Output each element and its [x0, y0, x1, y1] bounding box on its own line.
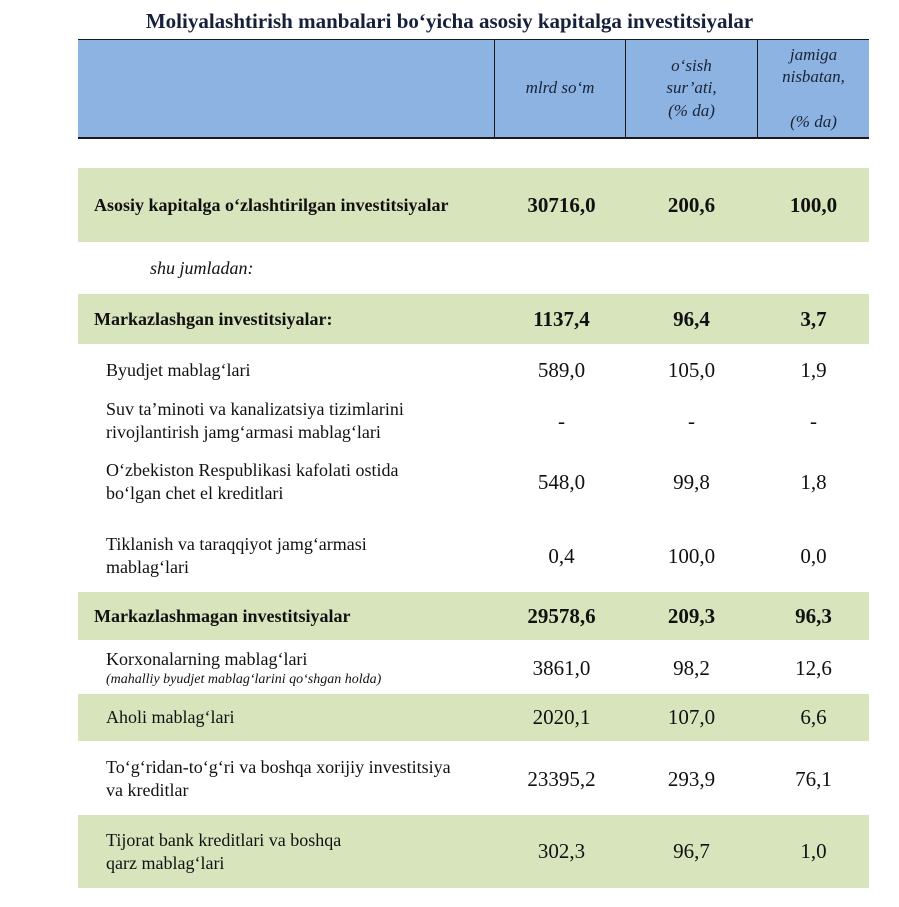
cell-amount: 589,0: [537, 357, 586, 382]
row-label: shu jumladan:: [150, 257, 254, 278]
cell-share: 3,7: [800, 306, 827, 331]
table-row: [78, 396, 869, 446]
table-row: [78, 815, 869, 888]
cell-share: 1,9: [800, 357, 827, 382]
row-label: Suv ta’minoti va kanalizatsiya tizimlarini rivojlantirish jamg‘armasi mablag‘lari: [106, 399, 404, 442]
header-col-amount: mlrd so‘m: [525, 78, 595, 98]
cell-amount: 0,4: [548, 543, 575, 568]
cell-growth: 100,0: [667, 543, 716, 568]
cell-share: 100,0: [789, 192, 838, 217]
cell-growth: 200,6: [667, 192, 716, 217]
cell-share: 1,0: [800, 839, 827, 863]
cell-share: 6,6: [800, 705, 827, 729]
cell-amount: 2020,1: [532, 705, 591, 729]
cell-amount: 30716,0: [527, 192, 596, 217]
table-row: [78, 350, 869, 390]
cell-growth: 293,9: [667, 766, 716, 791]
table-row-decentralized: [78, 592, 869, 640]
table-row: [78, 644, 869, 692]
header-col-growth: o‘sish sur’ati, (% da): [666, 56, 717, 120]
table-row: [78, 749, 869, 809]
table-row: [78, 456, 869, 508]
table-title: Moliyalashtirish manbalari bo‘yicha asosiy kapitalga investitsiyalar: [145, 9, 754, 33]
cell-share: 0,0: [800, 543, 827, 568]
cell-share: 76,1: [795, 766, 832, 791]
table-row-total: [78, 168, 869, 242]
cell-growth: 98,2: [673, 655, 710, 680]
cell-amount: 3861,0: [532, 655, 591, 680]
table-header: [78, 39, 869, 139]
row-label: To‘g‘ridan-to‘g‘ri va boshqa xorijiy investitsiya va kreditlar: [106, 757, 451, 800]
row-label: Tijorat bank kreditlari va boshqa qarz mablag‘lari: [106, 829, 342, 873]
cell-growth: 96,7: [673, 839, 710, 863]
cell-share: 1,8: [800, 469, 827, 494]
cell-amount: 29578,6: [527, 603, 596, 628]
cell-amount: 1137,4: [533, 306, 590, 331]
row-label: Korxonalarning mablag‘lari (mahalliy byudjet mablag‘larini qo‘shgan holda): [106, 649, 382, 687]
cell-growth: 107,0: [667, 705, 716, 729]
header-col-share: jamiga nisbatan, (% da): [782, 45, 845, 131]
cell-growth: 105,0: [667, 357, 716, 382]
table-row-centralized: [78, 294, 869, 344]
table-row: [78, 530, 869, 582]
row-label: Tiklanish va taraqqiyot jamg‘armasi mablag‘lari: [106, 534, 367, 577]
row-label: Markazlashmagan investitsiyalar: [94, 605, 351, 626]
table-row: [78, 694, 869, 741]
cell-amount: 23395,2: [527, 766, 596, 791]
row-label: Asosiy kapitalga o‘zlashtirilgan investitsiyalar: [94, 194, 449, 215]
cell-share: -: [810, 408, 817, 433]
cell-amount: 548,0: [537, 469, 586, 494]
row-label: Byudjet mablag‘lari: [106, 359, 251, 380]
row-label: Aholi mablag‘lari: [106, 707, 235, 727]
cell-growth: 209,3: [667, 603, 716, 628]
table-row-subheading: [78, 252, 869, 284]
cell-growth: 96,4: [673, 306, 710, 331]
row-note: (mahalliy byudjet mablag‘larini qo‘shgan holda): [106, 672, 382, 687]
cell-growth: -: [688, 408, 695, 433]
cell-amount: -: [558, 408, 565, 433]
row-label: O‘zbekiston Respublikasi kafolati ostida bo‘lgan chet el kreditlari: [106, 460, 399, 503]
cell-share: 96,3: [795, 603, 832, 628]
cell-share: 12,6: [795, 655, 832, 680]
cell-amount: 302,3: [537, 839, 586, 863]
row-label: Markazlashgan investitsiyalar:: [94, 308, 333, 329]
cell-growth: 99,8: [673, 469, 710, 494]
